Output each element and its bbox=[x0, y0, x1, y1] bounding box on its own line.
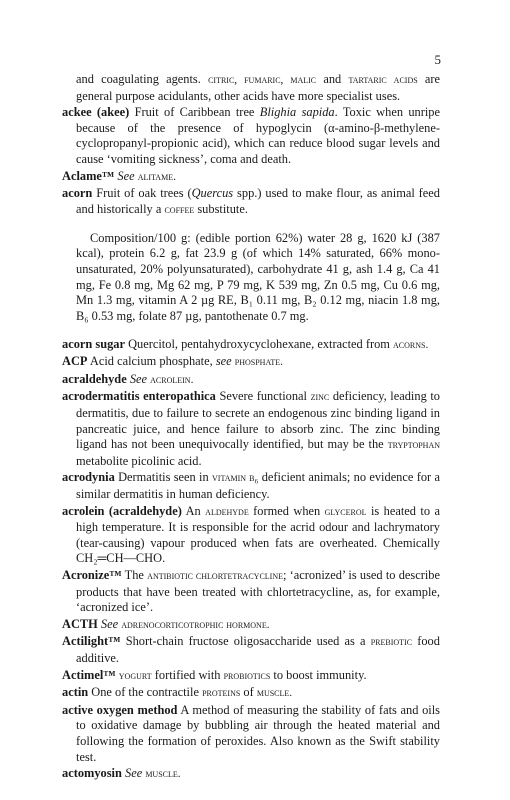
entry-acorn-sugar: acorn sugar Quercitol, pentahydroxycyclohexane, extracted from acorns. bbox=[62, 336, 429, 351]
headword: ACTH bbox=[62, 616, 98, 631]
headword: Acronize™ bbox=[62, 568, 122, 582]
entry-acrolein: acrolein (acraldehyde) An aldehyde formed when glycerol is heated to a high temperature. It is responsible for the acrid odour and lachrymatory (tear-causing) vapour produced when fats are overheated. Chemically CH₂═CH—CHO. bbox=[62, 503, 440, 566]
entries bbox=[62, 72, 440, 784]
headword: active oxygen method bbox=[62, 702, 178, 717]
headword: actin bbox=[62, 685, 89, 700]
entry-ackee: ackee (akee) Fruit of Caribbean tree Blighia sapida. Toxic when unripe because of the presence of hypoglycin (α-amino-β-methylene-cyclopropanyl-propionic acid), which can reduce blood sugar levels and cause ‘vomiting sickness’, coma and death. bbox=[62, 105, 440, 166]
entry-acronize: Acronize™ The antibiotic chlortetracycline; ‘acronized’ is used to describe products that have been treated with chlortetracycline, as, for example, ‘acronized ice’. bbox=[62, 568, 440, 615]
headword: acraldehyde bbox=[62, 371, 127, 386]
composition-paragraph: Composition/100 g: (edible portion 62%) water 28 g, 1620 kJ (387 kcal), protein 6.2 g, fat 23.9 g (of which 14% saturated, 66% mono-unsaturated, 20% polyunsaturated), carbohydrate 41 g, ash 1.4 g, Ca 41 mg, Fe 0.8 mg, Mg 62 mg, P 79 mg, K 539 mg, Zn 0.5 mg, Cu 0.6 mg, Mn 1.3 mg, vitamin A 2 µg RE, B₁ 0.11 mg, B₂ 0.12 mg, niacin 1.8 mg, B₆ 0.53 mg, folate 87 µg, pantothenate 0.7 mg. bbox=[76, 230, 440, 323]
entry-acraldehyde: acraldehyde See acrolein. bbox=[62, 371, 194, 386]
entry-actomyosin: actomyosin See muscle. bbox=[62, 766, 181, 781]
headword: acrodermatitis enteropathica bbox=[62, 389, 216, 404]
headword: Aclame™ bbox=[62, 168, 115, 183]
headword: Actimel™ bbox=[62, 667, 116, 682]
entry-acrodynia: acrodynia Dermatitis seen in vitamin b₆ deficient animals; no evidence for a similar dermatitis in human deficiency. bbox=[62, 470, 440, 502]
headword: ackee (akee) bbox=[62, 105, 130, 120]
entry-acrodermatitis: acrodermatitis enteropathica Severe functional zinc deficiency, leading to dermatitis, due to failure to secrete an endogenous zinc binding ligand in pancreatic juice, and hence failure to absorb zinc. The zinc binding ligand has not been unequivocally identified, but may be the tryptophan metabolite picolinic acid. bbox=[62, 389, 440, 468]
cross-reference: alitame. bbox=[137, 170, 176, 183]
headword: acrolein (acraldehyde) bbox=[62, 503, 182, 518]
entry-aclame: Aclame™ See alitame. bbox=[62, 168, 176, 183]
headword: acorn bbox=[62, 186, 93, 201]
entry-acp: ACP Acid calcium phosphate, see phosphate. bbox=[62, 354, 283, 369]
headword: actomyosin bbox=[62, 766, 122, 781]
entry-active-oxygen-method: active oxygen method A method of measuring the stability of fats and oils to oxidative damage by bubbling air through the heated material and following the formation of peroxides. Also known as the Swift stability test. bbox=[62, 702, 440, 764]
entry-actimel: Actimel™ yogurt fortified with probiotics to boost immunity. bbox=[62, 667, 367, 682]
entry-continuation: and coagulating agents. citric, fumaric, malic and tartaric acids are general purpose acidulants, other acids have more specialist uses. bbox=[76, 72, 441, 103]
page-number: 5 bbox=[434, 52, 441, 67]
headword: acrodynia bbox=[62, 470, 115, 485]
entry-acth: ACTH See adrenocorticotrophic hormone. bbox=[62, 616, 270, 631]
entry-actilight: Actilight™ Short-chain fructose oligosaccharide used as a prebiotic food additive. bbox=[62, 634, 440, 665]
entry-acorn: acorn Fruit of oak trees (Quercus spp.) used to make flour, as animal feed and historically a coffee substitute. bbox=[62, 186, 440, 216]
headword: acorn sugar bbox=[62, 336, 125, 351]
entry-actin: actin One of the contractile proteins of muscle. bbox=[62, 685, 293, 700]
headword: Actilight™ bbox=[62, 634, 121, 649]
headword: ACP bbox=[62, 354, 88, 369]
